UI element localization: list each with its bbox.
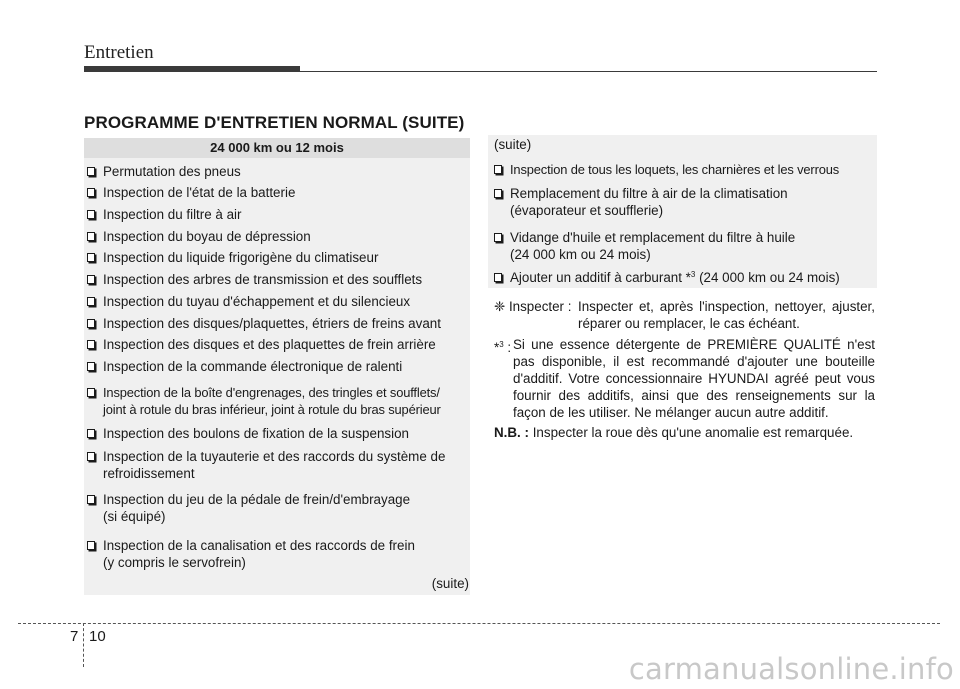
checkbox-icon [87, 388, 95, 397]
list-item: Ajouter un additif à carburant *$^3$ (24 000 km ou 24 mois) [494, 266, 840, 286]
footnote-3: *$^3$ : Si une essence détergente de PREMIÈRE QUALITÉ n'est pas disponible, il est recommandé d'ajouter une bouteille d'additif. Votre concessionnaire HYUNDAI agréé peut vous fournir des additifs, ainsi que des renseignements sur la façon de les utiliser. Ne mélanger aucun autre additif. [494, 337, 875, 420]
continued-heading: (suite) [494, 137, 532, 152]
list-item: Vidange d'huile et remplacement du filtre à huile (24 000 km ou 24 mois) [494, 229, 795, 263]
checkbox-icon [87, 232, 95, 241]
list-item: Inspection du boyau de dépression [87, 228, 311, 245]
list-item: Inspection de la boîte d'engrenages, des tringles et soufflets/ joint à rotule du bras inférieur, joint à rotule du bras supérieur [87, 384, 441, 418]
inspect-note: ❈ Inspecter : Inspecter et, après l'inspection, nettoyer, ajuster, réparer ou remplacer, le cas échéant. [494, 299, 875, 331]
checkbox-icon [87, 452, 95, 461]
list-item: Inspection du filtre à air [87, 206, 241, 223]
list-item: Inspection de la canalisation et des raccords de frein (y compris le servofrein) [87, 537, 415, 571]
interval-heading: 24 000 km ou 12 mois [84, 138, 470, 158]
header-bar [84, 66, 300, 72]
checkbox-icon [494, 233, 502, 242]
checkbox-icon [87, 210, 95, 219]
list-item: Inspection des arbres de transmission et des soufflets [87, 271, 422, 288]
header-rule [300, 71, 877, 72]
checkbox-icon [87, 319, 95, 328]
checkbox-icon [87, 297, 95, 306]
list-item: Inspection des disques et des plaquettes de frein arrière [87, 336, 436, 353]
list-item: Inspection de la tuyauterie et des raccords du système de refroidissement [87, 448, 445, 482]
section-title: PROGRAMME D'ENTRETIEN NORMAL (SUITE) [84, 113, 465, 132]
list-item: Inspection de la commande électronique de ralenti [87, 358, 402, 375]
continued-label: (suite) [431, 576, 469, 591]
checkbox-icon [87, 253, 95, 262]
header-title: Entretien [84, 42, 154, 63]
checkbox-icon [87, 188, 95, 197]
checkbox-icon [494, 189, 502, 198]
checkbox-icon [87, 362, 95, 371]
footer-rule [18, 623, 940, 624]
list-item: Inspection du jeu de la pédale de frein/d'embrayage (si équipé) [87, 491, 410, 525]
checkbox-icon [87, 167, 95, 176]
footer-divider [83, 623, 84, 667]
list-item: Inspection des boulons de fixation de la suspension [87, 425, 409, 442]
checkbox-icon [87, 275, 95, 284]
list-item: Inspection des disques/plaquettes, étriers de freins avant [87, 315, 441, 332]
checkbox-icon [494, 273, 502, 282]
section-number: 7 [70, 628, 79, 645]
checkbox-icon [87, 495, 95, 504]
list-item: Inspection du liquide frigorigène du climatiseur [87, 249, 378, 266]
list-item: Permutation des pneus [87, 163, 241, 180]
list-item: Inspection du tuyau d'échappement et du silencieux [87, 293, 410, 310]
list-item: Inspection de l'état de la batterie [87, 184, 295, 201]
list-item: Remplacement du filtre à air de la climatisation (évaporateur et soufflerie) [494, 185, 788, 219]
checkbox-icon [87, 541, 95, 550]
nb-note: N.B. : Inspecter la roue dès qu'une anomalie est remarquée. [494, 425, 854, 440]
checkbox-icon [87, 340, 95, 349]
page-number: 10 [89, 628, 106, 645]
watermark: carmanualsonline.info [628, 652, 954, 686]
list-item: Inspection de tous les loquets, les charnières et les verrous [494, 161, 839, 178]
checkbox-icon [494, 165, 502, 174]
checkbox-icon [87, 429, 95, 438]
